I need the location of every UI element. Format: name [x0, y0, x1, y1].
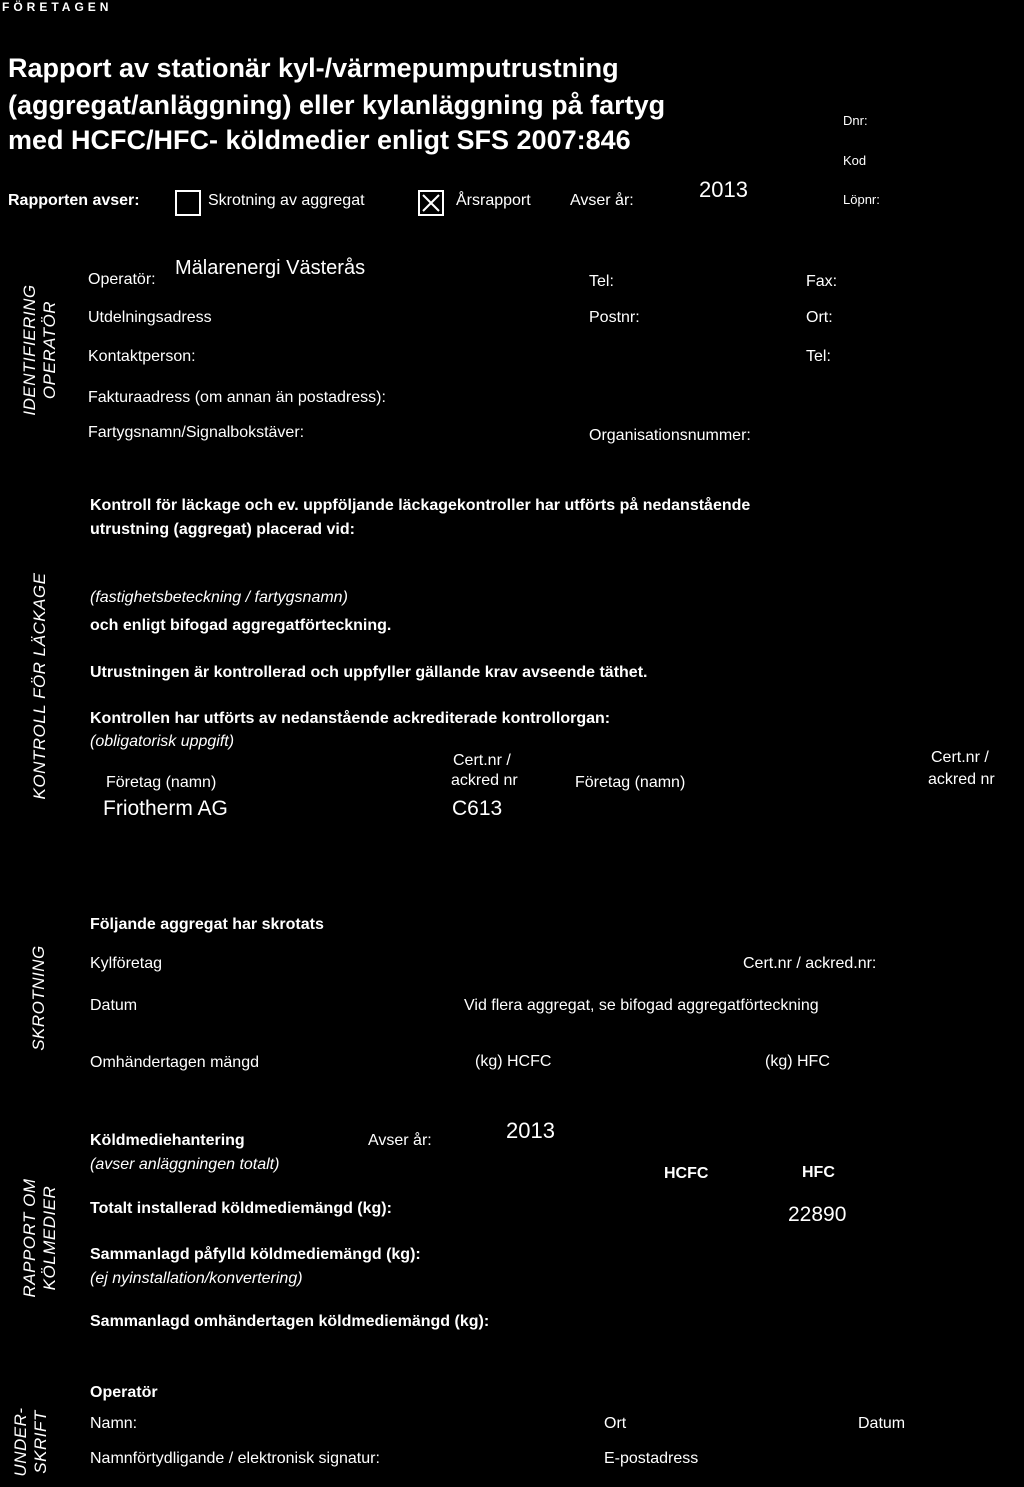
scrapping-heading: Följande aggregat har skrotats — [90, 916, 324, 933]
signature-ort-label: Ort — [604, 1415, 627, 1432]
fax-label: Fax: — [806, 273, 838, 290]
page-title-line2: (aggregat/anläggning) eller kylanläggning på fartyg — [8, 90, 666, 120]
report-type-label: Rapporten avser: — [8, 192, 140, 209]
col-hfc: HFC — [802, 1164, 835, 1181]
tel-label: Tel: — [589, 273, 614, 290]
leak-control-section-label: KONTROLL FÖR LÄCKAGE — [30, 572, 49, 800]
leak-heading-line2: utrustning (aggregat) placerad vid: — [90, 521, 355, 538]
name-label: Namn: — [90, 1415, 138, 1432]
page-title-line3: med HCFC/HFC- köldmedier enligt SFS 2007:846 — [8, 125, 631, 155]
ort-label: Ort: — [806, 309, 833, 326]
cert1-value: C613 — [452, 797, 503, 820]
filled-sub: (ej nyinstallation/konvertering) — [90, 1270, 303, 1287]
filled-label: Sammanlagd påfylld köldmediemängd (kg): — [90, 1246, 421, 1263]
signature-section-label: UNDER- SKRIFT — [11, 1407, 50, 1477]
refrigerant-year-value: 2013 — [506, 1118, 555, 1143]
refrigerant-heading: Köldmediehantering — [90, 1132, 245, 1149]
scrapping-section-label: SKROTNING — [29, 945, 48, 1051]
company1-value: Friotherm AG — [103, 797, 228, 820]
year-label: Avser år: — [570, 192, 634, 209]
cert2-label-line1: Cert.nr / — [931, 749, 989, 766]
name-clarification-label: Namnförtydligande / elektronisk signatur: — [90, 1450, 380, 1467]
org-number-label: Organisationsnummer: — [589, 427, 751, 444]
mandatory-note: (obligatorisk uppgift) — [90, 733, 235, 750]
leak-heading-line1: Kontroll för läckage och ev. uppföljande läckagekontroller har utförts på nedanstående — [90, 497, 751, 514]
attached-list-text: och enligt bifogad aggregatförteckning. — [90, 617, 392, 634]
disposed-label: Sammanlagd omhändertagen köldmediemängd (kg): — [90, 1313, 490, 1330]
annual-report-checkbox[interactable] — [418, 190, 444, 216]
address-label: Utdelningsadress — [88, 309, 212, 326]
contact-label: Kontaktperson: — [88, 348, 196, 365]
postnr-label: Postnr: — [589, 309, 640, 326]
scrapping-cert-label: Cert.nr / ackred.nr: — [743, 955, 877, 972]
kod-label: Kod — [843, 153, 867, 168]
contact-tel-label: Tel: — [806, 348, 831, 365]
cert1-label-line2: ackred nr — [451, 772, 518, 789]
hcfc-kg-label: (kg) HCFC — [475, 1053, 552, 1070]
operator-label: Operatör: — [88, 271, 156, 288]
ship-name-label: Fartygsnamn/Signalbokstäver: — [88, 424, 305, 441]
lopnr-label: Löpnr: — [843, 192, 880, 207]
refrigerant-section-label: RAPPORT OM KÖLMEDIER — [20, 1178, 59, 1298]
bodies-heading: Kontrollen har utförts av nedanstående ackrediterade kontrollorgan: — [90, 710, 611, 727]
refrigerant-year-label: Avser år: — [368, 1132, 432, 1149]
hfc-kg-label: (kg) HFC — [765, 1053, 830, 1070]
invoice-address-label: Fakturaadress (om annan än postadress): — [88, 389, 386, 406]
multi-unit-note: Vid flera aggregat, se bifogad aggregatförteckning — [464, 997, 819, 1014]
page-title-line1: Rapport av stationär kyl-/värmepumputrustning — [8, 53, 619, 83]
refrigeration-company-label: Kylföretag — [90, 955, 163, 972]
disposed-amount-label: Omhändertagen mängd — [90, 1054, 259, 1071]
dnr-label: Dnr: — [843, 113, 868, 128]
operator-value: Mälarenergi Västerås — [175, 257, 366, 279]
scrapping-option-label: Skrotning av aggregat — [208, 192, 365, 209]
identification-section-label: IDENTIFIERING OPERATÖR — [20, 284, 59, 416]
cert1-label-line1: Cert.nr / — [453, 752, 511, 769]
installed-hfc-value: 22890 — [788, 1203, 847, 1226]
signature-heading: Operatör — [90, 1384, 158, 1401]
scrapping-checkbox[interactable] — [175, 190, 201, 216]
compliance-text: Utrustningen är kontrollerad och uppfyller gällande krav avseende täthet. — [90, 664, 648, 681]
refrigerant-sub: (avser anläggningen totalt) — [90, 1156, 280, 1173]
date-label: Datum — [90, 997, 138, 1014]
signature-date-label: Datum — [858, 1415, 906, 1432]
checkmark-x-icon — [420, 192, 442, 214]
company2-label: Företag (namn) — [575, 774, 686, 791]
installed-label: Totalt installerad köldmediemängd (kg): — [90, 1200, 392, 1217]
company-header: FÖRETAGEN — [2, 0, 113, 14]
email-label: E-postadress — [604, 1450, 699, 1467]
year-value: 2013 — [699, 177, 748, 202]
company1-label: Företag (namn) — [106, 774, 217, 791]
col-hcfc: HCFC — [664, 1165, 709, 1182]
property-hint: (fastighetsbeteckning / fartygsnamn) — [90, 589, 348, 606]
cert2-label-line2: ackred nr — [928, 771, 995, 788]
annual-report-label: Årsrapport — [456, 192, 531, 209]
